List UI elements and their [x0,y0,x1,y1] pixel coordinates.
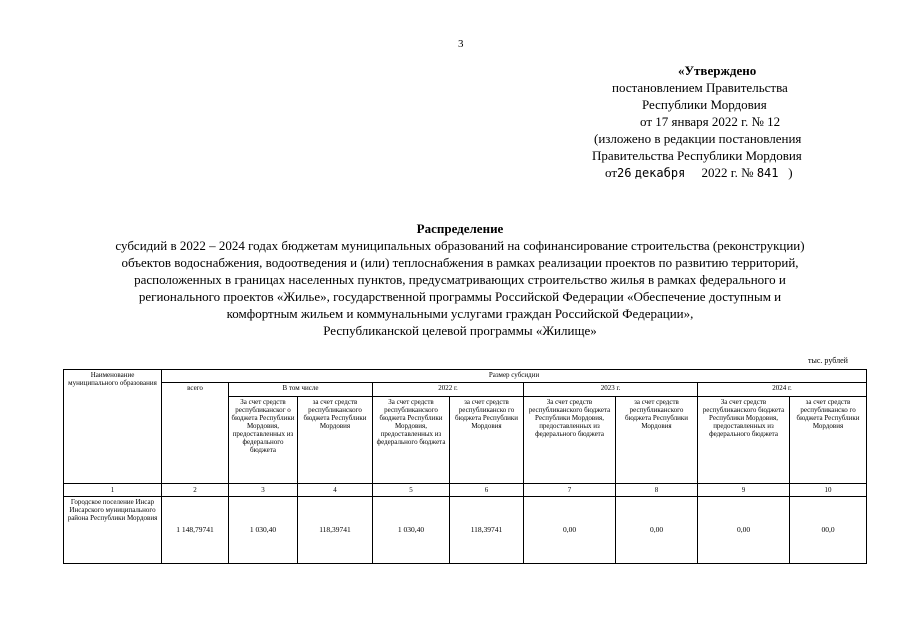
approval-line: Республики Мордовия [642,97,767,112]
approval-line: «Утверждено [678,63,757,78]
value-cell: 118,39741 [450,497,524,564]
subheader-cell: за счет средств республиканско го бюджета Республики Мордовия [450,397,524,484]
document-title: Распределение [416,221,504,236]
approval-date-suffix: ) [788,165,793,180]
column-number: 8 [616,484,698,497]
approval-line: (изложено в редакции постановления [594,131,802,146]
subheader-cell: за счет средств республиканского бюджета Республики Мордовия [616,397,698,484]
approval-date-day: 26 [617,166,632,180]
municipality-name: Городское поселение Инсар Инсарского муниципального района Республики Мордовия [64,497,162,564]
document-heading [40,220,880,339]
approval-date-line [560,164,860,182]
value-cell: 1 030,40 [229,497,298,564]
header-year-2024: 2024 г. [698,383,867,397]
subheader-cell: за счет средств республиканско го бюджета Республики Мордовия [790,397,867,484]
value-cell: 0,00 [698,497,790,564]
column-number: 7 [524,484,616,497]
units-label: тыс. рублей [808,356,848,365]
column-number: 6 [450,484,524,497]
approval-date-year: 2022 г. № [701,165,754,180]
subheader-cell: За счет средств республиканског о бюджета Республики Мордовия, предоставленных из федерального бюджета [229,397,298,484]
subtitle-line: Республиканской целевой программы «Жилище» [323,323,597,338]
column-number: 5 [373,484,450,497]
table-row [64,497,867,564]
header-municipality: Наименование муниципального образования [64,370,162,484]
approval-date-prefix: от [605,165,618,180]
header-subsidy-size: Размер субсидии [162,370,867,383]
subtitle-line: регионального проектов «Жилье», государственной программы Российской Федерации «Обеспечение доступным и [138,289,782,304]
subheader-cell: За счет средств республиканского бюджета Республики Мордовия, предоставленных из федерального бюджета [524,397,616,484]
approval-line: от 17 января 2022 г. № 12 [640,114,781,129]
subsidy-distribution-table [63,369,867,564]
column-number: 3 [229,484,298,497]
subtitle-line: расположенных в границах населенных пунктов, предусматривающих строительство жилья в рамках федерального и [134,272,786,287]
approval-line: Правительства Республики Мордовия [592,148,802,163]
subtitle-line: комфортным жильем и коммунальными услугами граждан Российской Федерации», [226,306,694,321]
column-number: 2 [162,484,229,497]
column-number: 9 [698,484,790,497]
subtitle-line: субсидий в 2022 – 2024 годах бюджетам муниципальных образований на софинансирование строительства (реконструкции) [115,238,805,253]
approval-date-month: декабря [634,166,686,180]
subheader-cell: За счет средств республиканского бюджета Республики Мордовия, предоставленных из федерального бюджета [373,397,450,484]
subheader-cell: за счет средств республиканского бюджета Республики Мордовия [298,397,373,484]
value-cell: 0,00 [524,497,616,564]
approval-number: 841 [756,166,779,180]
value-cell: 1 030,40 [373,497,450,564]
column-number: 10 [790,484,867,497]
value-cell: 0,00 [616,497,698,564]
header-including: В том числе [229,383,373,397]
header-year-2023: 2023 г. [524,383,698,397]
value-cell: 118,39741 [298,497,373,564]
approval-block [560,62,860,182]
column-number: 4 [298,484,373,497]
value-cell: 1 148,79741 [162,497,229,564]
column-number-row [64,484,867,497]
header-total: всего [162,383,229,484]
page-number: 3 [458,38,464,50]
header-year-2022: 2022 г. [373,383,524,397]
subheader-cell: За счет средств республиканского бюджета Республики Мордовия, предоставленных из федерального бюджета [698,397,790,484]
value-cell: 00,0 [790,497,867,564]
approval-line: постановлением Правительства [612,80,788,95]
subtitle-line: объектов водоснабжения, водоотведения и (или) теплоснабжения в рамках реализации проектов по развитию территорий, [121,255,799,270]
column-number: 1 [64,484,162,497]
